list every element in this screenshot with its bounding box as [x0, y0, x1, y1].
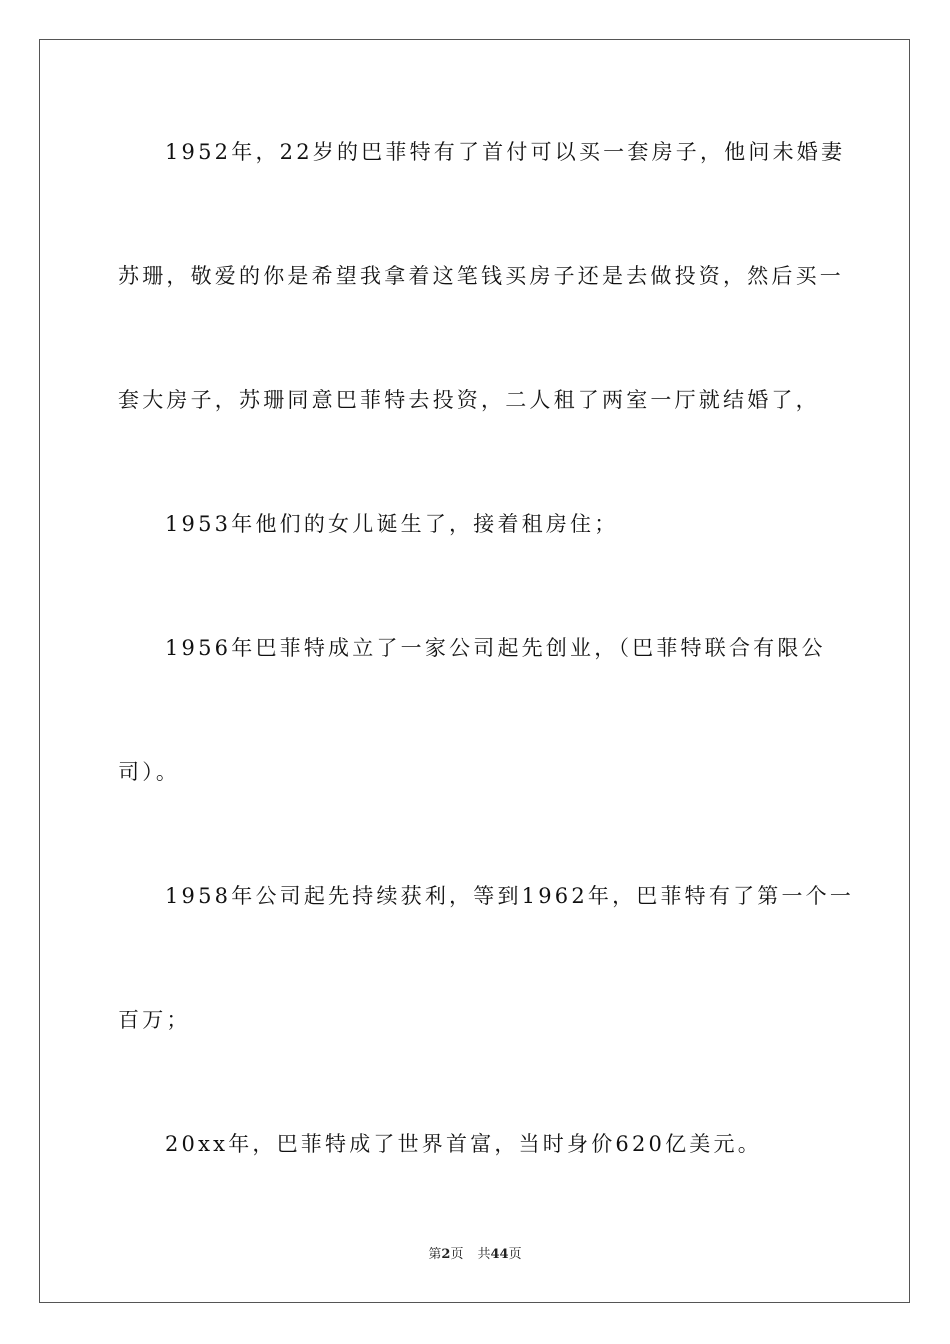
- page-prefix: 第: [428, 1247, 442, 1262]
- paragraph-line-3: 套大房子，苏珊同意巴菲特去投资，二人租了两室一厅就结婚了，: [118, 388, 820, 412]
- paragraph-line-9: 20xx年，巴菲特成了世界首富，当时身价620亿美元。: [165, 1132, 762, 1156]
- paragraph-line-7: 1958年公司起先持续获利，等到1962年，巴菲特有了第一个一: [165, 884, 855, 908]
- paragraph-line-2: 苏珊，敬爱的你是希望我拿着这笔钱买房子还是去做投资，然后买一: [118, 264, 844, 288]
- total-pages: 44: [490, 1247, 509, 1262]
- total-prefix: 共: [477, 1247, 491, 1262]
- paragraph-line-8: 百万；: [118, 1008, 191, 1032]
- page-number: 2: [441, 1247, 451, 1262]
- paragraph-line-6: 司）。: [118, 760, 181, 784]
- total-suffix: 页: [508, 1247, 522, 1262]
- paragraph-line-5: 1956年巴菲特成立了一家公司起先创业，（巴菲特联合有限公: [165, 636, 826, 660]
- paragraph-line-4: 1953年他们的女儿诞生了，接着租房住；: [165, 512, 619, 536]
- page-footer: [0, 1246, 950, 1264]
- paragraph-line-1: 1952年，22岁的巴菲特有了首付可以买一套房子，他问未婚妻: [165, 140, 846, 164]
- page-border: [39, 39, 910, 1303]
- page-suffix: 页: [450, 1247, 464, 1262]
